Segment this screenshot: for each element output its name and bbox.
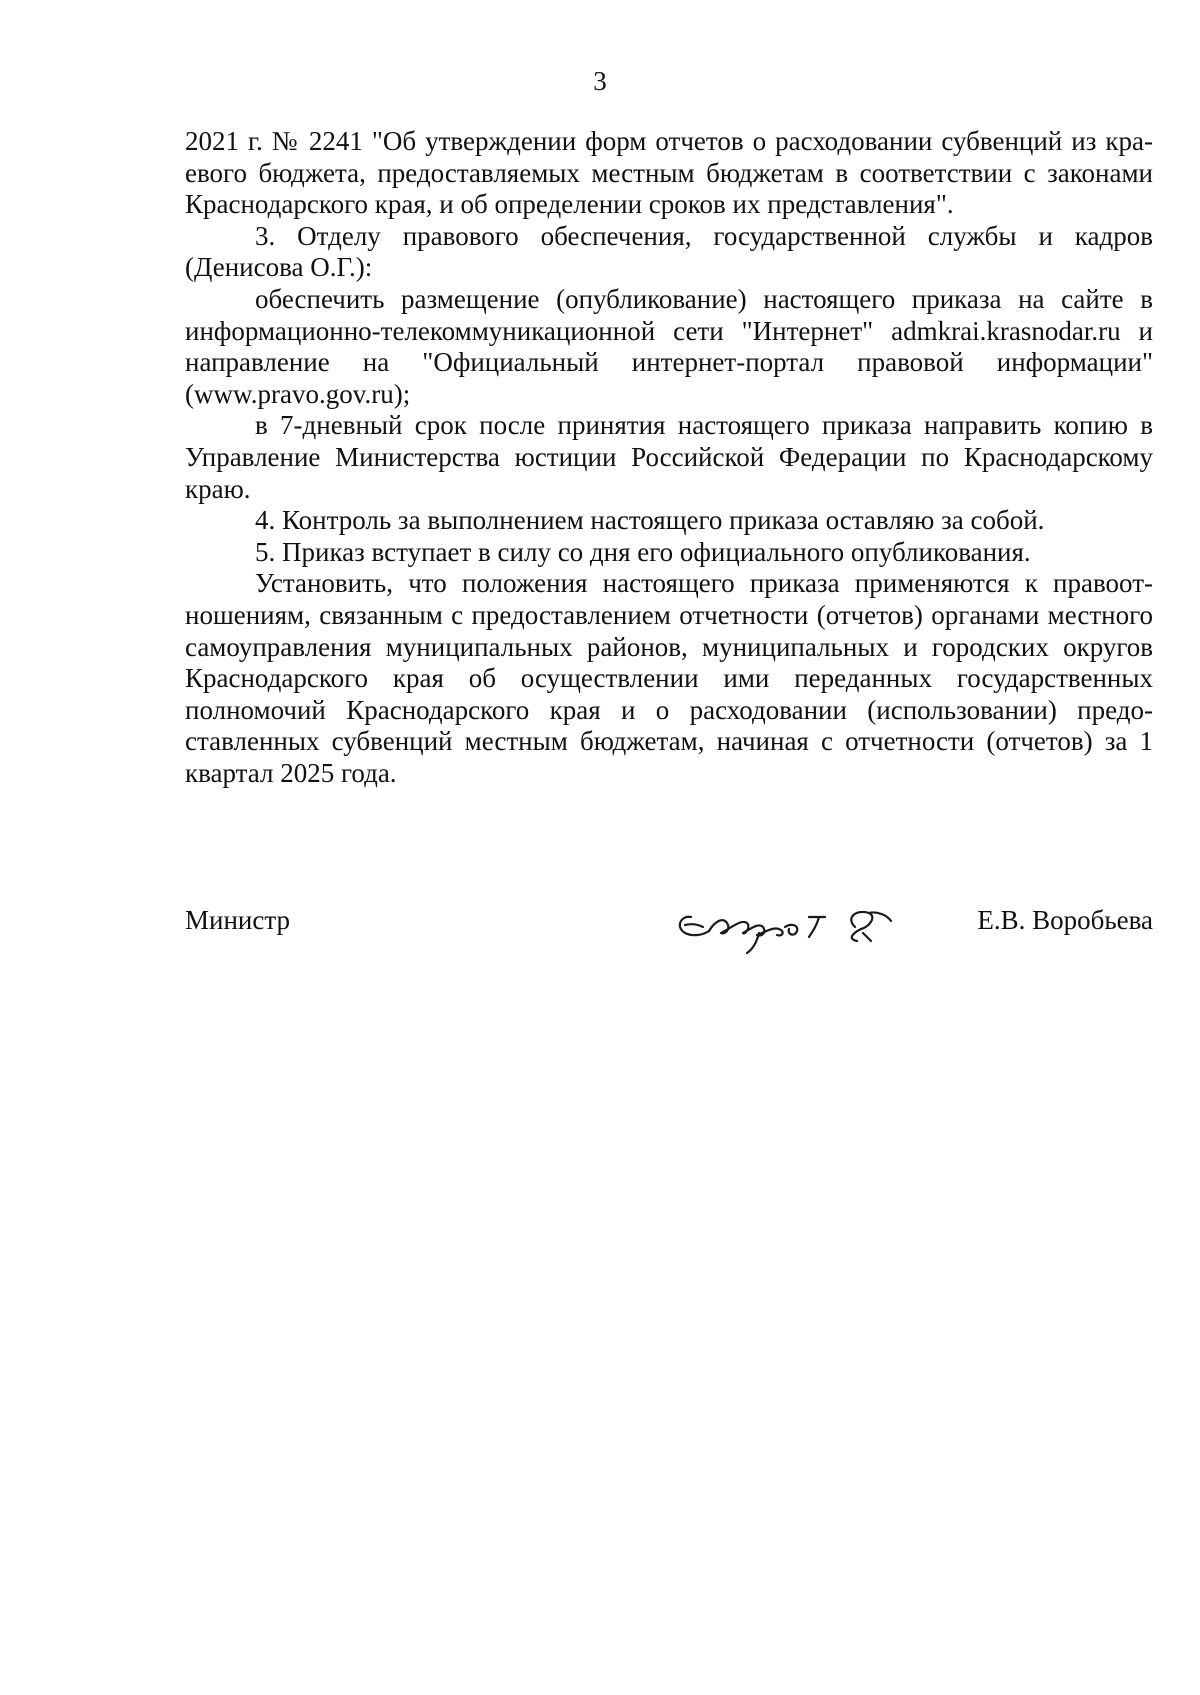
page-number: 3 [593,66,607,96]
paragraph-2: 3. Отделу правового обеспечения, государственной службы и кадров (Денисова О.Г.): [185,220,1153,283]
paragraph-7: Установить, что положения настоящего приказа применяются к правоотношениям, связанным с предоставлением отчетности (отчетов) органами местного самоуправления муниципальных районов, муниципальных и городских округов Краснодарского края об осуществлении ими переданных государственных полномочий Краснодарского края и о расходовании (использовании) предоставленных субвенций местным бюджетам, начиная с отчетности (отчетов) за 1 квартал 2025 года. [185,568,1153,788]
paragraph-5: 4. Контроль за выполнением настоящего приказа оставляю за собой. [255,505,1045,536]
paragraph-6: 5. Приказ вступает в силу со дня его официального опубликования. [255,536,1031,567]
paragraph-3: обеспечить размещение (опубликование) настоящего приказа на сайте в информационно-телекоммуникационной сети "Интернет" admkrai.krasnodar.ru и направление на "Официальный интернет-портал правовой информации" (www.pravo.gov.ru); [185,283,1153,409]
paragraph-4: в 7-дневный срок после принятия настоящего приказа направить копию в Управление Министерства юстиции Российской Федерации по Краснодарскому краю. [185,410,1153,504]
document-body [185,126,1153,789]
signatory-name: Е.В. Воробьева [977,905,1153,935]
signature-block [185,895,1153,955]
paragraph-1: 2021 г. № 2241 "Об утверждении форм отчетов о расходовании субвенций из краевого бюджета, предоставляемых местным бюджетам в соответствии с законами Краснодарского края, и об определении сроков их представления". [185,126,1153,220]
signatory-title: Министр [185,905,290,935]
handwritten-signature [663,887,913,957]
